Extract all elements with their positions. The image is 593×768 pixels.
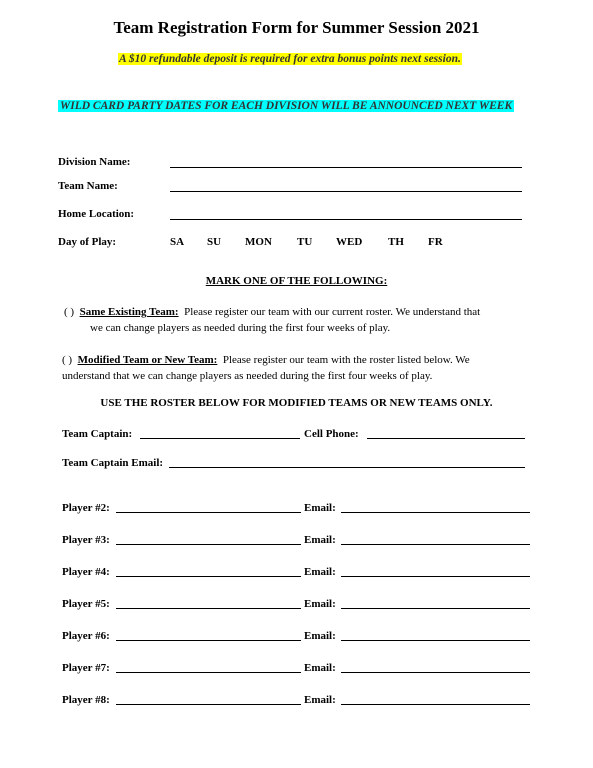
player-8-email-label: Email: [304,694,336,706]
team-captain-label: Team Captain: [62,428,133,440]
player-4-field[interactable] [116,576,301,577]
existing-team-checkbox[interactable]: ( ) [64,306,75,318]
modified-team-label: Modified Team or New Team: [77,354,218,366]
player-5-email-label: Email: [304,598,336,610]
player-5-field[interactable] [116,608,301,609]
option-modified-team [62,352,532,384]
option-existing-team [64,304,534,336]
player-5-label: Player #5: [62,598,110,610]
captain-email-field[interactable] [169,467,525,468]
player-3-label: Player #3: [62,534,110,546]
day-of-play-label: Day of Play: [58,236,117,248]
player-2-field[interactable] [116,512,301,513]
player-6-email-label: Email: [304,630,336,642]
player-2-email-label: Email: [304,502,336,514]
player-8-field[interactable] [116,704,301,705]
player-7-field[interactable] [116,672,301,673]
roster-heading: USE THE ROSTER BELOW FOR MODIFIED TEAMS OR NEW TEAMS ONLY. [100,397,493,409]
player-8-label: Player #8: [62,694,110,706]
player-2-label: Player #2: [62,502,110,514]
player-6-label: Player #6: [62,630,110,642]
player-7-email-label: Email: [304,662,336,674]
division-name-field[interactable] [170,167,522,168]
division-name-label: Division Name: [58,156,131,168]
team-captain-field[interactable] [140,438,300,439]
home-location-label: Home Location: [58,208,135,220]
player-7-label: Player #7: [62,662,110,674]
team-name-field[interactable] [170,191,522,192]
page-title: Team Registration Form for Summer Session 2021 [113,18,480,37]
existing-team-text-1: Please register our team with our current roster. We understand that [184,306,481,318]
player-3-email-field[interactable] [341,544,530,545]
player-6-field[interactable] [116,640,301,641]
deposit-note: A $10 refundable deposit is required for extra bonus points next session. [119,53,461,65]
player-4-email-field[interactable] [341,576,530,577]
player-3-field[interactable] [116,544,301,545]
day-option-mon[interactable]: MON [245,236,272,248]
day-option-tu[interactable]: TU [297,236,313,248]
day-option-wed[interactable]: WED [336,236,363,248]
day-option-fr[interactable]: FR [428,236,443,248]
existing-team-label: Same Existing Team: [79,306,179,318]
player-4-email-label: Email: [304,566,336,578]
player-8-email-field[interactable] [341,704,530,705]
modified-team-text-1: Please register our team with the roster listed below. We [222,354,470,366]
day-option-sa[interactable]: SA [170,236,185,248]
player-5-email-field[interactable] [341,608,530,609]
wildcard-note: WILD CARD PARTY DATES FOR EACH DIVISION WILL BE ANNOUNCED NEXT WEEK [60,100,513,112]
existing-team-text-2: we can change players as needed during the first four weeks of play. [90,322,391,334]
modified-team-text-2: understand that we can change players as needed during the first four weeks of play. [62,370,433,382]
team-name-label: Team Name: [58,180,118,192]
player-4-label: Player #4: [62,566,110,578]
cell-phone-field[interactable] [367,438,525,439]
player-2-email-field[interactable] [341,512,530,513]
player-6-email-field[interactable] [341,640,530,641]
day-option-th[interactable]: TH [388,236,404,248]
captain-email-label: Team Captain Email: [62,457,164,469]
cell-phone-label: Cell Phone: [304,428,359,440]
player-3-email-label: Email: [304,534,336,546]
player-7-email-field[interactable] [341,672,530,673]
mark-one-heading: MARK ONE OF THE FOLLOWING: [205,275,388,287]
home-location-field[interactable] [170,219,522,220]
modified-team-checkbox[interactable]: ( ) [62,354,73,366]
day-option-su[interactable]: SU [207,236,222,248]
